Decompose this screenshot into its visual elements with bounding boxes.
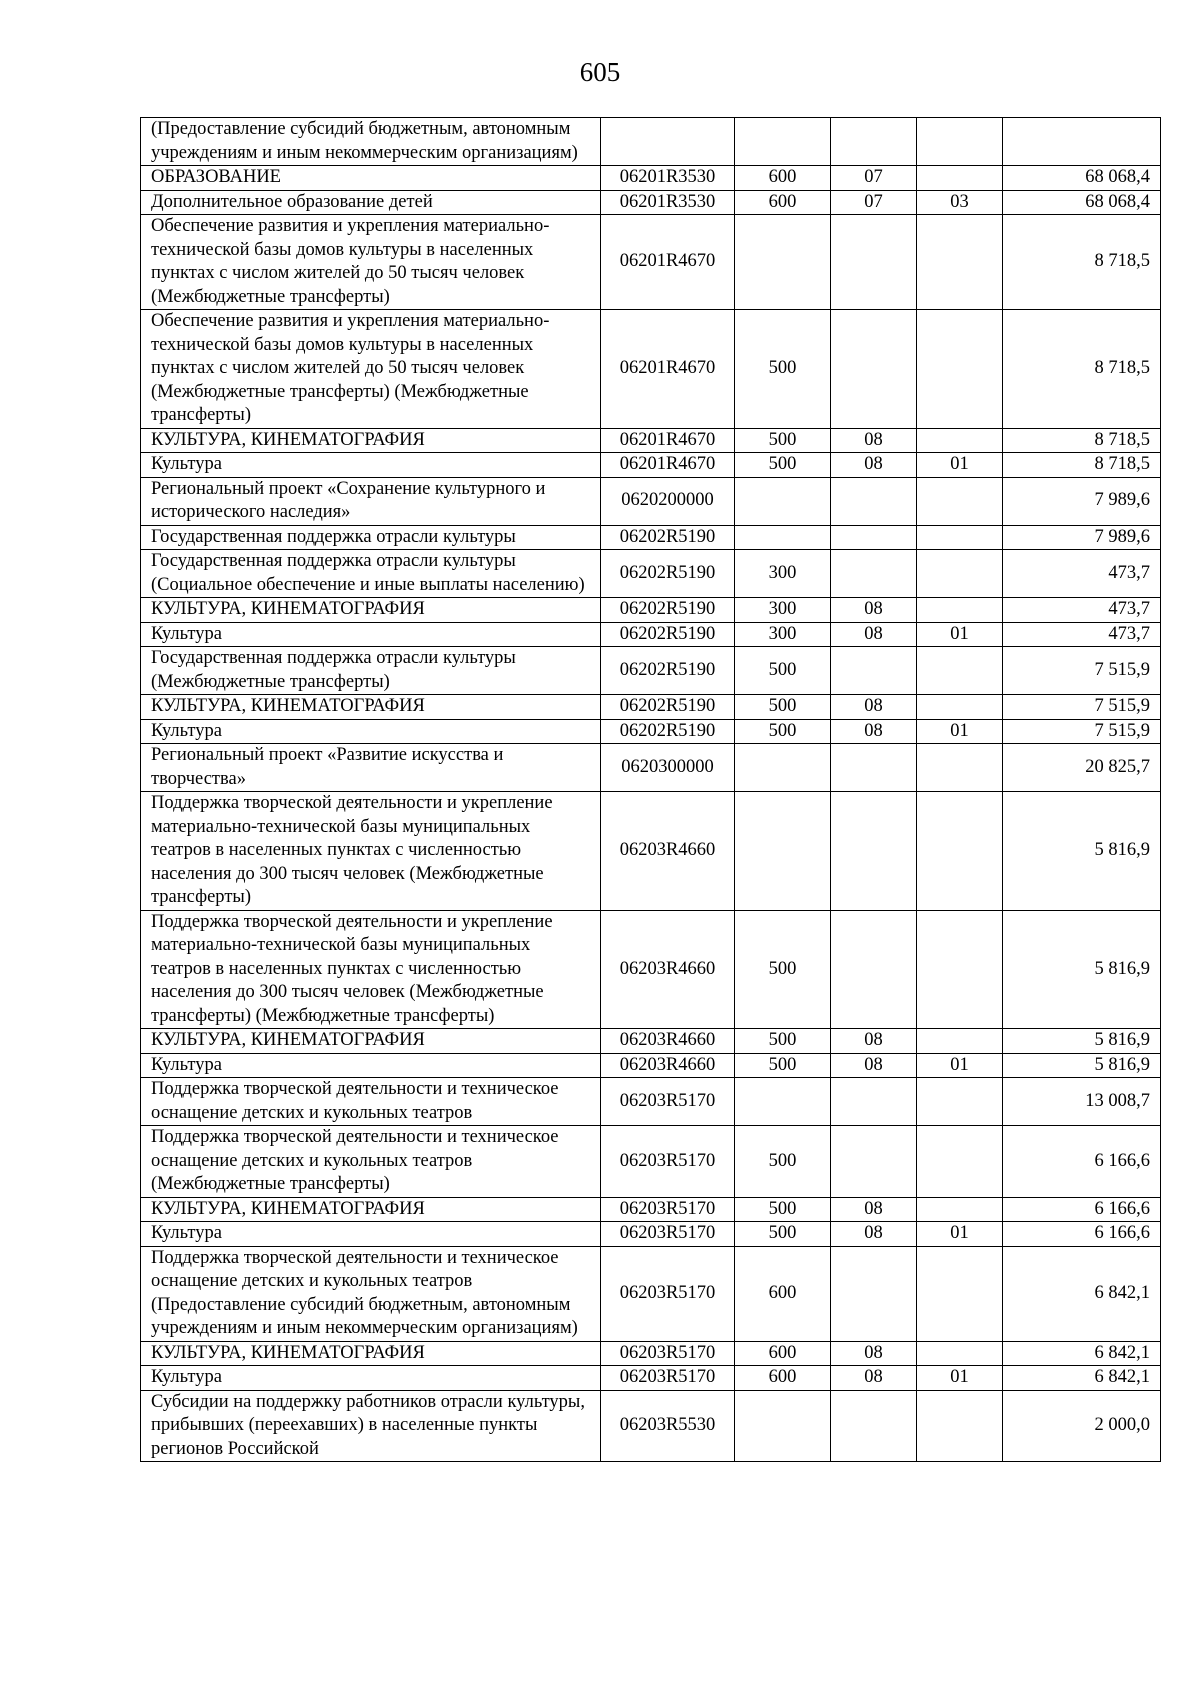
row-section-cell [831,744,917,792]
row-sum-cell: 6 842,1 [1003,1341,1161,1366]
row-code-cell: 06201R4670 [601,215,735,310]
row-name-cell: Культура [141,453,601,478]
row-expense-type-cell: 500 [735,910,831,1029]
row-sum-cell: 6 842,1 [1003,1246,1161,1341]
row-expense-type-cell [735,215,831,310]
row-expense-type-cell: 500 [735,453,831,478]
row-section-cell [831,792,917,911]
row-expense-type-cell: 600 [735,1341,831,1366]
row-subsection-cell [917,695,1003,720]
table-row [141,910,1161,1029]
row-section-cell [831,647,917,695]
row-section-cell [831,1078,917,1126]
row-code-cell [601,118,735,166]
row-subsection-cell: 01 [917,1366,1003,1391]
row-name-cell: Дополнительное образование детей [141,190,601,215]
row-subsection-cell [917,647,1003,695]
table-row [141,310,1161,429]
row-name-cell: Обеспечение развития и укрепления материально-технической базы домов культуры в населенных пунктах с числом жителей до 50 тысяч человек (Межбюджетные трансферты) (Межбюджетные трансферты) [141,310,601,429]
table-row [141,598,1161,623]
budget-table-body [141,118,1161,1462]
row-expense-type-cell [735,118,831,166]
row-expense-type-cell: 500 [735,1197,831,1222]
row-code-cell: 0620300000 [601,744,735,792]
row-sum-cell: 5 816,9 [1003,1053,1161,1078]
row-section-cell [831,310,917,429]
row-expense-type-cell: 500 [735,1029,831,1054]
row-name-cell: Региональный проект «Сохранение культурного и исторического наследия» [141,477,601,525]
row-code-cell: 06202R5190 [601,719,735,744]
row-expense-type-cell: 500 [735,719,831,744]
table-row [141,118,1161,166]
row-expense-type-cell: 500 [735,1126,831,1198]
row-sum-cell: 13 008,7 [1003,1078,1161,1126]
row-code-cell: 06201R3530 [601,190,735,215]
table-row [141,190,1161,215]
row-subsection-cell [917,910,1003,1029]
row-name-cell: КУЛЬТУРА, КИНЕМАТОГРАФИЯ [141,695,601,720]
row-expense-type-cell: 500 [735,1053,831,1078]
budget-table [140,117,1161,1462]
row-sum-cell: 8 718,5 [1003,453,1161,478]
row-name-cell: Культура [141,622,601,647]
table-row [141,647,1161,695]
row-name-cell: Культура [141,1366,601,1391]
row-expense-type-cell: 500 [735,428,831,453]
table-row [141,525,1161,550]
row-name-cell: КУЛЬТУРА, КИНЕМАТОГРАФИЯ [141,428,601,453]
row-section-cell [831,477,917,525]
row-subsection-cell [917,118,1003,166]
row-sum-cell: 5 816,9 [1003,1029,1161,1054]
row-name-cell: КУЛЬТУРА, КИНЕМАТОГРАФИЯ [141,598,601,623]
row-code-cell: 06203R4660 [601,910,735,1029]
row-sum-cell: 8 718,5 [1003,310,1161,429]
row-code-cell: 06202R5190 [601,647,735,695]
row-name-cell: КУЛЬТУРА, КИНЕМАТОГРАФИЯ [141,1029,601,1054]
row-code-cell: 06203R4660 [601,1029,735,1054]
row-sum-cell: 8 718,5 [1003,428,1161,453]
row-name-cell: Культура [141,1222,601,1247]
row-section-cell [831,550,917,598]
page-number: 605 [579,57,621,87]
row-expense-type-cell [735,1078,831,1126]
table-row [141,1029,1161,1054]
row-subsection-cell [917,215,1003,310]
table-row [141,792,1161,911]
row-subsection-cell [917,598,1003,623]
row-sum-cell: 2 000,0 [1003,1390,1161,1462]
table-row [141,622,1161,647]
row-expense-type-cell: 500 [735,310,831,429]
row-sum-cell: 5 816,9 [1003,792,1161,911]
row-section-cell: 08 [831,622,917,647]
row-sum-cell: 6 842,1 [1003,1366,1161,1391]
row-code-cell: 0620200000 [601,477,735,525]
row-subsection-cell [917,428,1003,453]
table-row [141,215,1161,310]
row-subsection-cell: 03 [917,190,1003,215]
row-sum-cell: 473,7 [1003,550,1161,598]
row-expense-type-cell [735,792,831,911]
row-section-cell [831,525,917,550]
row-subsection-cell [917,1126,1003,1198]
table-row [141,744,1161,792]
row-code-cell: 06203R5170 [601,1078,735,1126]
row-section-cell: 08 [831,428,917,453]
row-sum-cell: 6 166,6 [1003,1222,1161,1247]
table-row [141,1126,1161,1198]
row-sum-cell: 5 816,9 [1003,910,1161,1029]
row-subsection-cell [917,525,1003,550]
row-subsection-cell [917,1029,1003,1054]
row-subsection-cell [917,792,1003,911]
row-name-cell: КУЛЬТУРА, КИНЕМАТОГРАФИЯ [141,1197,601,1222]
table-row [141,1341,1161,1366]
row-section-cell: 08 [831,598,917,623]
table-row [141,1197,1161,1222]
row-section-cell: 08 [831,1029,917,1054]
row-section-cell [831,215,917,310]
row-section-cell [831,1126,917,1198]
row-name-cell: Региональный проект «Развитие искусства и творчества» [141,744,601,792]
table-row [141,453,1161,478]
row-subsection-cell: 01 [917,1222,1003,1247]
row-section-cell [831,910,917,1029]
row-sum-cell: 7 989,6 [1003,525,1161,550]
row-subsection-cell [917,1390,1003,1462]
row-code-cell: 06201R3530 [601,166,735,191]
row-subsection-cell [917,1246,1003,1341]
row-expense-type-cell: 300 [735,598,831,623]
row-section-cell: 08 [831,1197,917,1222]
row-expense-type-cell [735,1390,831,1462]
row-sum-cell: 6 166,6 [1003,1126,1161,1198]
table-row [141,1078,1161,1126]
row-sum-cell: 7 989,6 [1003,477,1161,525]
row-code-cell: 06203R5170 [601,1126,735,1198]
row-code-cell: 06202R5190 [601,550,735,598]
row-code-cell: 06203R5170 [601,1366,735,1391]
row-sum-cell: 68 068,4 [1003,190,1161,215]
row-name-cell: Государственная поддержка отрасли культуры (Социальное обеспечение и иные выплаты населению) [141,550,601,598]
row-sum-cell: 20 825,7 [1003,744,1161,792]
row-section-cell: 08 [831,719,917,744]
row-code-cell: 06203R5170 [601,1341,735,1366]
row-name-cell: КУЛЬТУРА, КИНЕМАТОГРАФИЯ [141,1341,601,1366]
row-expense-type-cell: 300 [735,550,831,598]
row-code-cell: 06202R5190 [601,598,735,623]
row-sum-cell: 68 068,4 [1003,166,1161,191]
row-subsection-cell [917,310,1003,429]
row-section-cell: 08 [831,1222,917,1247]
row-subsection-cell [917,166,1003,191]
row-section-cell: 07 [831,166,917,191]
row-expense-type-cell: 600 [735,1246,831,1341]
row-code-cell: 06203R5170 [601,1222,735,1247]
row-section-cell: 08 [831,1341,917,1366]
row-code-cell: 06203R4660 [601,792,735,911]
row-subsection-cell: 01 [917,622,1003,647]
row-name-cell: Поддержка творческой деятельности и укрепление материально-технической базы муниципальных театров в населенных пунктах с численностью населения до 300 тысяч человек (Межбюджетные трансферты) [141,792,601,911]
row-subsection-cell [917,550,1003,598]
row-name-cell: ОБРАЗОВАНИЕ [141,166,601,191]
row-subsection-cell [917,744,1003,792]
row-name-cell: Поддержка творческой деятельности и укрепление материально-технической базы муниципальных театров в населенных пунктах с численностью населения до 300 тысяч человек (Межбюджетные трансферты) (Межбюджетные трансферты) [141,910,601,1029]
row-code-cell: 06203R4660 [601,1053,735,1078]
row-name-cell: (Предоставление субсидий бюджетным, автономным учреждениям и иным некоммерческим организациям) [141,118,601,166]
row-code-cell: 06201R4670 [601,428,735,453]
row-subsection-cell [917,1197,1003,1222]
row-subsection-cell [917,477,1003,525]
table-row [141,1222,1161,1247]
table-row [141,428,1161,453]
row-subsection-cell: 01 [917,719,1003,744]
row-code-cell: 06201R4670 [601,310,735,429]
row-code-cell: 06202R5190 [601,525,735,550]
row-expense-type-cell: 500 [735,647,831,695]
row-code-cell: 06203R5530 [601,1390,735,1462]
row-name-cell: Субсидии на поддержку работников отрасли культуры, прибывших (переехавших) в населенные пункты регионов Российской [141,1390,601,1462]
row-name-cell: Поддержка творческой деятельности и техническое оснащение детских и кукольных театров (Предоставление субсидий бюджетным, автономным учреждениям и иным некоммерческим организациям) [141,1246,601,1341]
row-name-cell: Государственная поддержка отрасли культуры [141,525,601,550]
row-section-cell [831,1246,917,1341]
row-expense-type-cell [735,744,831,792]
row-section-cell [831,118,917,166]
table-row [141,550,1161,598]
row-expense-type-cell: 600 [735,166,831,191]
table-row [141,1390,1161,1462]
row-expense-type-cell: 600 [735,1366,831,1391]
row-name-cell: Поддержка творческой деятельности и техническое оснащение детских и кукольных театров (Межбюджетные трансферты) [141,1126,601,1198]
table-row [141,477,1161,525]
row-code-cell: 06202R5190 [601,695,735,720]
row-name-cell: Культура [141,1053,601,1078]
row-section-cell: 08 [831,453,917,478]
row-expense-type-cell [735,525,831,550]
row-sum-cell: 7 515,9 [1003,719,1161,744]
row-code-cell: 06203R5170 [601,1197,735,1222]
row-subsection-cell: 01 [917,1053,1003,1078]
table-row [141,719,1161,744]
row-code-cell: 06203R5170 [601,1246,735,1341]
row-sum-cell: 6 166,6 [1003,1197,1161,1222]
row-code-cell: 06201R4670 [601,453,735,478]
row-subsection-cell [917,1341,1003,1366]
row-section-cell [831,1390,917,1462]
row-name-cell: Обеспечение развития и укрепления материально-технической базы домов культуры в населенных пунктах с числом жителей до 50 тысяч человек (Межбюджетные трансферты) [141,215,601,310]
table-row [141,695,1161,720]
row-sum-cell: 473,7 [1003,622,1161,647]
row-name-cell: Поддержка творческой деятельности и техническое оснащение детских и кукольных театров [141,1078,601,1126]
row-subsection-cell [917,1078,1003,1126]
row-expense-type-cell: 300 [735,622,831,647]
row-name-cell: Государственная поддержка отрасли культуры (Межбюджетные трансферты) [141,647,601,695]
row-expense-type-cell [735,477,831,525]
row-sum-cell: 7 515,9 [1003,647,1161,695]
row-sum-cell: 473,7 [1003,598,1161,623]
table-row [141,1053,1161,1078]
row-section-cell: 08 [831,1053,917,1078]
row-expense-type-cell: 500 [735,1222,831,1247]
row-sum-cell: 7 515,9 [1003,695,1161,720]
row-name-cell: Культура [141,719,601,744]
row-expense-type-cell: 500 [735,695,831,720]
row-section-cell: 07 [831,190,917,215]
table-row [141,166,1161,191]
table-row [141,1246,1161,1341]
row-section-cell: 08 [831,695,917,720]
row-section-cell: 08 [831,1366,917,1391]
row-sum-cell [1003,118,1161,166]
row-sum-cell: 8 718,5 [1003,215,1161,310]
table-row [141,1366,1161,1391]
row-expense-type-cell: 600 [735,190,831,215]
row-code-cell: 06202R5190 [601,622,735,647]
row-subsection-cell: 01 [917,453,1003,478]
